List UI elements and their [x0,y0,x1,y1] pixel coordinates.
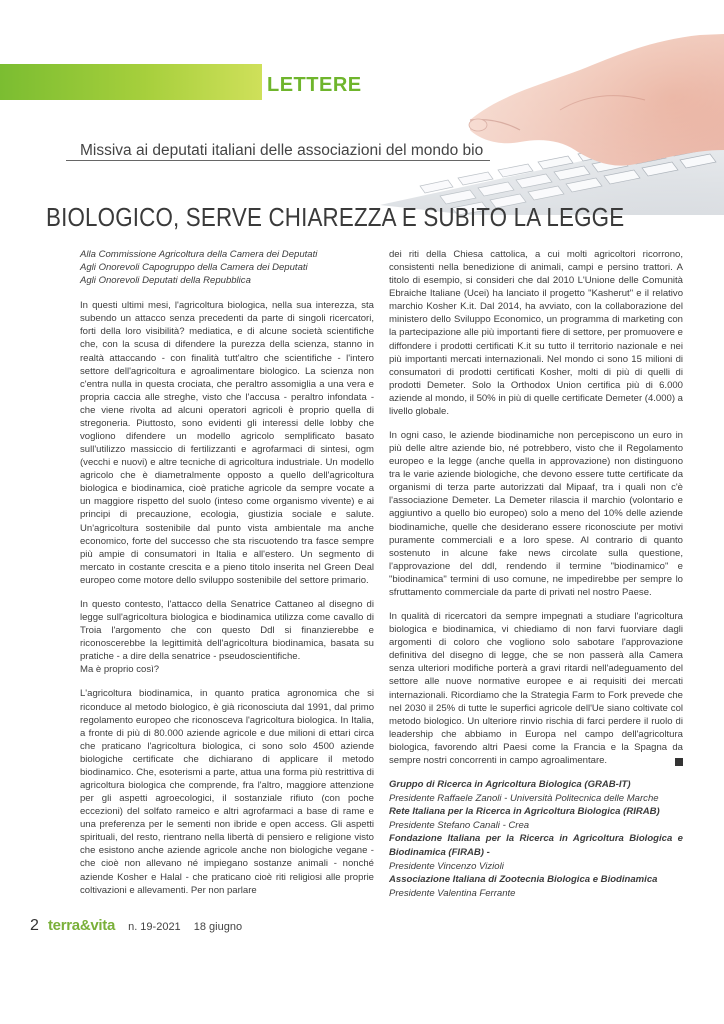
recipient-line: Agli Onorevoli Deputati della Repubblica [80,275,251,287]
signature-org: Fondazione Italiana per la Ricerca in Agricoltura Biologica e Biodinamica (FIRAB) - [389,833,683,858]
signature-person: Presidente Raffaele Zanoli - Università Politecnica delle Marche [389,792,659,804]
signature-person: Presidente Vincenzo Vizioli [389,860,504,872]
body-paragraph [389,610,683,767]
signatures-block [389,778,683,900]
issue-date: 18 giugno [193,921,243,933]
body-paragraph: In questi ultimi mesi, l'agricoltura biologica, nella sua interezza, sta subendo un attacco senza precedenti da parte di singoli ricercatori, forti della loro visibilità? mediatica, e di alcune società scientifiche che, con la scusa di difendere la purezza della scienza, stanno in realtà attaccando - con finalità tutt'altro che scientifiche - l'intero settore dell'agricoltura e agroalimentare biologico. La scienza non c'entra nulla in questa crociata, che peraltro assomiglia a una vera e propria caccia alle streghe, visto che l'accusa - peraltro infondata - che viene rivolta ad alcuni operatori agricoli è proprio quella di stregoneria. Piuttosto, sono evidenti gli interessi delle lobby che vogliono difendere un modello agricolo semplificato basato sull'utilizzo massiccio di fertilizzanti e agrofarmaci di sintesi, ogm (vecchi e nuovi) e altre tecniche di agricoltura industriale. Un modello agricolo che è diametralmente opposto a quello dell'agricoltura biologica e biodinamica, cioè pratiche agricole da sempre vocate a un maggiore rispetto del suolo (inteso come organismo vivente) e ai principi di precauzione, ecologia, giustizia sociale e salute. Un'agricoltura sostenibile dal punto vista ambientale ma anche economico, forte del successo che sta riscuotendo tra fasce sempre più ampie di consumatori in Italia e all'estero. Un segmento di mercato in costante crescita e a pieno titolo inserita nel Green Deal europeo come motore dello sviluppo sostenibile del settore primario. [80,300,374,586]
issue-number: n. 19-2021 [128,921,181,933]
signature-person: Presidente Valentina Ferrante [389,887,516,899]
signature-org: Associazione Italiana di Zootecnia Biologica e Biodinamica [389,874,658,886]
article-headline: BIOLOGICO, SERVE CHIAREZZA E SUBITO LA LEGGE [46,202,625,232]
article-subtitle: Missiva ai deputati italiani delle associazioni del mondo bio [80,142,484,159]
hero-illustration [0,0,724,215]
recipients-block [80,248,374,287]
body-paragraph: In questo contesto, l'attacco della Senatrice Cattaneo al disegno di legge sull'agricoltura biologica e biodinamica utilizza come cavallo di Troia l'argomento che con questo Ddl si finanzierebbe e riconoscerebbe la legittimità dell'agricoltura biodinamica, basata su pratiche - a dire della senatrice - pseudoscientifiche. [80,598,374,663]
recipient-line: Agli Onorevoli Capogruppo della Camera dei Deputati [80,262,308,274]
body-paragraph: Ma è proprio così? [80,664,160,676]
body-paragraph: In ogni caso, le aziende biodinamiche non percepiscono un euro in più delle altre aziende bio, né potrebbero, visto che il Regolamento europeo e la legge (anche quella in approvazione) non distinguono tra le varie aziende biologiche, che devono essere tutte certificate da organismi di terza parte autorizzati dal Mipaaf, tra i quali non c'è l'associazione Demeter. La Demeter rilascia il marchio (volontario e aggiuntivo a quello bio europeo) solo a meno del 10% delle aziende biodinamiche, quelle che desiderano essere riconosciute per motivi puramente commerciali e a loro spese. Al contrario di quanto sostenuto in alcune fake news circolate sulla questione, l'approvazione del ddl, rendendo il termine "biodinamico" e "biodinamica" termini di uso comune, ne impedirebbe per sempre lo sfruttamento commerciale da parte di privati nel nostro Paese. [389,430,683,598]
article-column-left [80,248,374,908]
body-paragraph: dei riti della Chiesa cattolica, a cui molti agricoltori ricorrono, consistenti nella benedizione di animali, campi e persino trattori. A titolo di esempio, si consideri che dal 2010 L'Unione delle Comunità Ebraiche Italiane (Ucei) ha lanciato il progetto "Kasherut" e il relativo marchio Kosher K.it. Dal 2014, ha avviato, con la collaborazione del ministero dello Sviluppo Economico, un programma di marketing con la partecipazione alle più importanti fiere di settore, per promuovere e diffondere i prodotti certificati K.it su tutto il territorio nazionale e nei più importanti mercati internazionali. Nel mondo ci sono 15 milioni di consumatori di prodotti certificati Kosher, molti di più di quelli di prodotti Demeter. Solo la Orthodox Union certifica più di 6.000 aziende al mondo, il 50% in più di quelle certificate Demeter (4.000) a livello globale. [389,249,683,417]
section-label: LETTERE [267,74,362,96]
section-color-band [0,64,262,100]
body-paragraph-text: In qualità di ricercatori da sempre impegnati a studiare l'agricoltura biologica e biodinamica, vi chiediamo di non farvi fuorviare dagli argomenti di coloro che vogliono solo sabotare l'approvazione definitiva del disegno di legge, che se non passerà alla Camera senza ulteriori modifiche porterà a gravi ritardi nell'adeguamento del settore alle nuove normative europee e ai requisiti dei mercati internazionali. Ricordiamo che la Strategia Farm to Fork prevede che nel 2030 il 25% di tutte le superfici agricole dell'Ue siano coltivate col metodo biologico. Un ulteriore rinvio rischia di farci perdere il ruolo di leadership che abbiamo in Europa nel campo dell'agricoltura biologica, favorendo altri Paesi come la Francia e la Spagna da sempre nostri concorrenti in campo agroalimentare. [389,611,683,766]
article-column-right [389,248,683,900]
magazine-logo: terra&vita [47,917,116,934]
signature-person: Presidente Stefano Canali - Crea [389,819,530,831]
recipient-line: Alla Commissione Agricoltura della Camera dei Deputati [80,249,318,260]
body-paragraph: L'agricoltura biodinamica, in quanto pratica agronomica che si riconduce al metodo biologico, è già riconosciuta dal 1991, dal primo regolamento europeo che riconosceva l'agricoltura biologica. In Italia, a fronte di più di 80.000 aziende agricole e due milioni di ettari circa che praticano l'agricoltura biologica, ci sono solo 4500 aziende biologiche certificate che dichiarano di applicare il metodo biodinamico. Che, esoterismi a parte, attua una forma più restrittiva di agricoltura biologica che comprende, fra l'altro, maggiore attenzione per gli aspetti agroecologici, il sostanziale rifiuto (con poche eccezioni) del solfato rameico e altri agrofarmaci a base di rame e una preferenza per le sementi non ibride e open access. Gli aspetti spirituali, del resto, rientrano nella libertà di pensiero e religione visto che esistono anche aziende agricole anche non biologiche vegane - che cioè non allevano né impiegano sostanze animali - nonché aziende Kosher e Halal - che praticano cioè riti religiosi alle proprie coltivazioni e allevamenti. Per non parlare [80,688,374,896]
signature-org: Gruppo di Ricerca in Agricoltura Biologica (GRAB-IT) [389,778,631,790]
page-footer [30,917,252,935]
end-of-article-mark [675,758,683,766]
subtitle-divider [66,160,490,161]
page-number: 2 [30,917,39,934]
signature-org: Rete Italiana per la Ricerca in Agricoltura Biologica (RIRAB) [389,806,660,818]
